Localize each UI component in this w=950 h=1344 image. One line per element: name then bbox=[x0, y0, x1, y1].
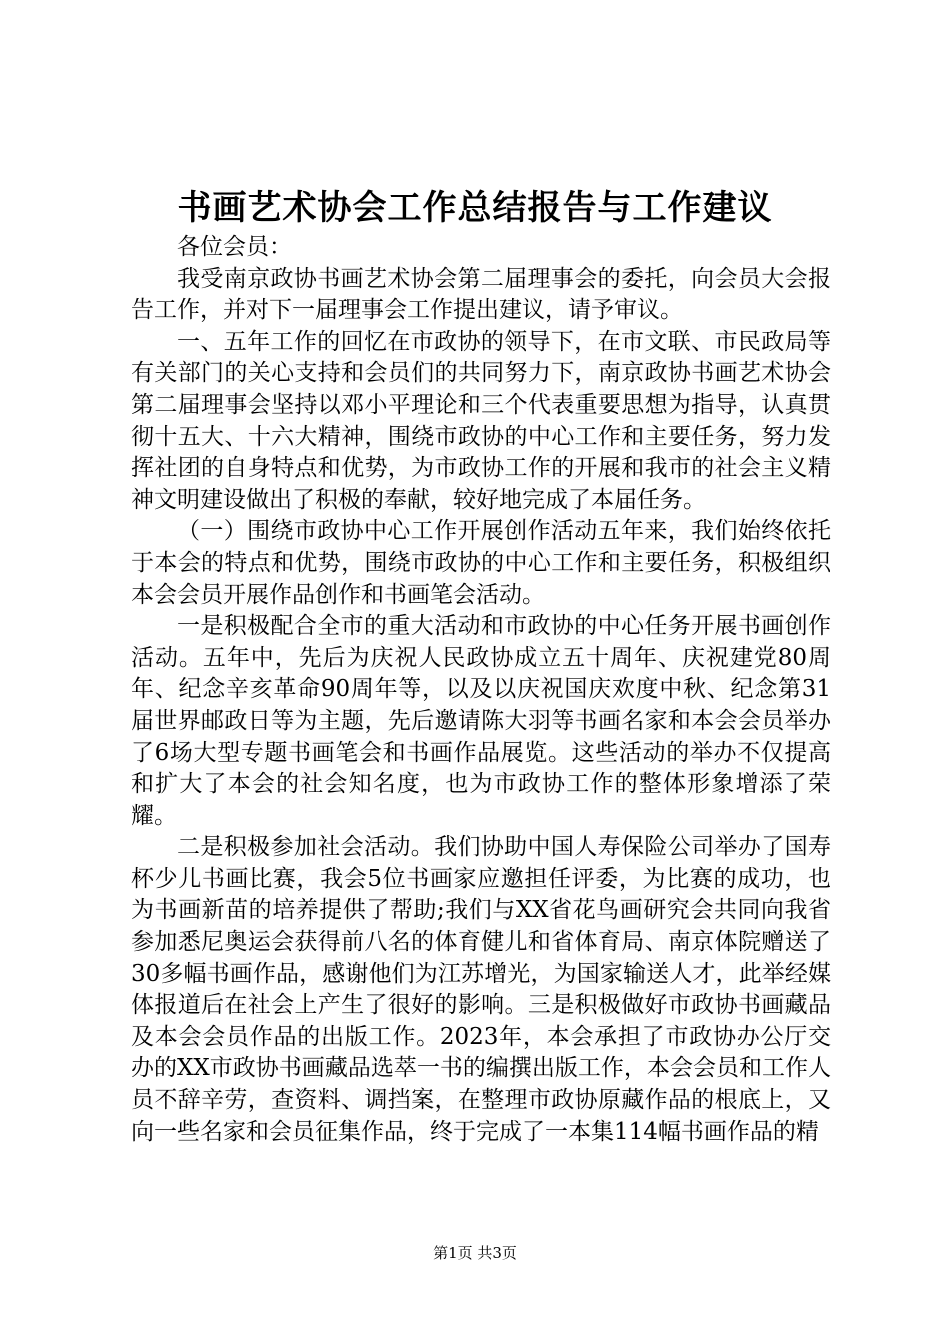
salutation: 各位会员： bbox=[177, 234, 292, 260]
paragraph-section-one: 一、五年工作的回忆在市政协的领导下，在市文联、市民政局等有关部门的关心支持和会员们的共同努力下，南京政协书画艺术协会第二届理事会坚持以邓小平理论和三个代表重要思想为指导，认真贯彻十五大、十六大精神，围绕市政协的中心工作和主要任务，努力发挥社团的自身特点和优势，为市政协工作的开展和我市的社会主义精神文明建设做出了积极的奉献，较好地完成了本届任务。 bbox=[131, 328, 831, 513]
document-body bbox=[131, 232, 831, 1148]
paragraph-point-one: 一是积极配合全市的重大活动和市政协的中心任务开展书画创作活动。五年中，先后为庆祝人民政协成立五十周年、庆祝建党80周年、纪念辛亥革命90周年等，以及以庆祝国庆欢度中秋、纪念第31届世界邮政日等为主题，先后邀请陈大羽等书画名家和本会会员举办了6场大型专题书画笔会和书画作品展览。这些活动的举办不仅提高和扩大了本会的社会知名度，也为市政协工作的整体形象增添了荣耀。 bbox=[131, 613, 831, 829]
paragraph-intro: 我受南京政协书画艺术协会第二届理事会的委托，向会员大会报告工作，并对下一届理事会工作提出建议，请予审议。 bbox=[131, 265, 831, 324]
paragraph-point-two: 二是积极参加社会活动。我们协助中国人寿保险公司举办了国寿杯少儿书画比赛，我会5位书画家应邀担任评委，为比赛的成功，也为书画新苗的培养提供了帮助;我们与XX省花鸟画研究会共同向我省参加悉尼奥运会获得前八名的体育健儿和省体育局、南京体院赠送了30多幅书画作品，感谢他们为江苏增光，为国家输送人才，此举经媒体报道后在社会上产生了很好的影响。三是积极做好市政协书画藏品及本会会员作品的出版工作。2023年，本会承担了市政协办公厅交办的XX市政协书画藏品选萃一书的编撰出版工作，本会会员和工作人员不辞辛劳，查资料、调挡案，在整理市政协原藏作品的根底上，又向一些名家和会员征集作品，终于完成了一本集114幅书画作品的精 bbox=[131, 834, 831, 1145]
page-number-footer: 第1页 共3页 bbox=[433, 1244, 517, 1262]
paragraph-subsection-one: （一）围绕市政协中心工作开展创作活动五年来，我们始终依托于本会的特点和优势，围绕市政协的中心工作和主要任务，积极组织本会会员开展作品创作和书画笔会活动。 bbox=[131, 518, 831, 608]
document-title: 书画艺术协会工作总结报告与工作建议 bbox=[177, 188, 773, 228]
